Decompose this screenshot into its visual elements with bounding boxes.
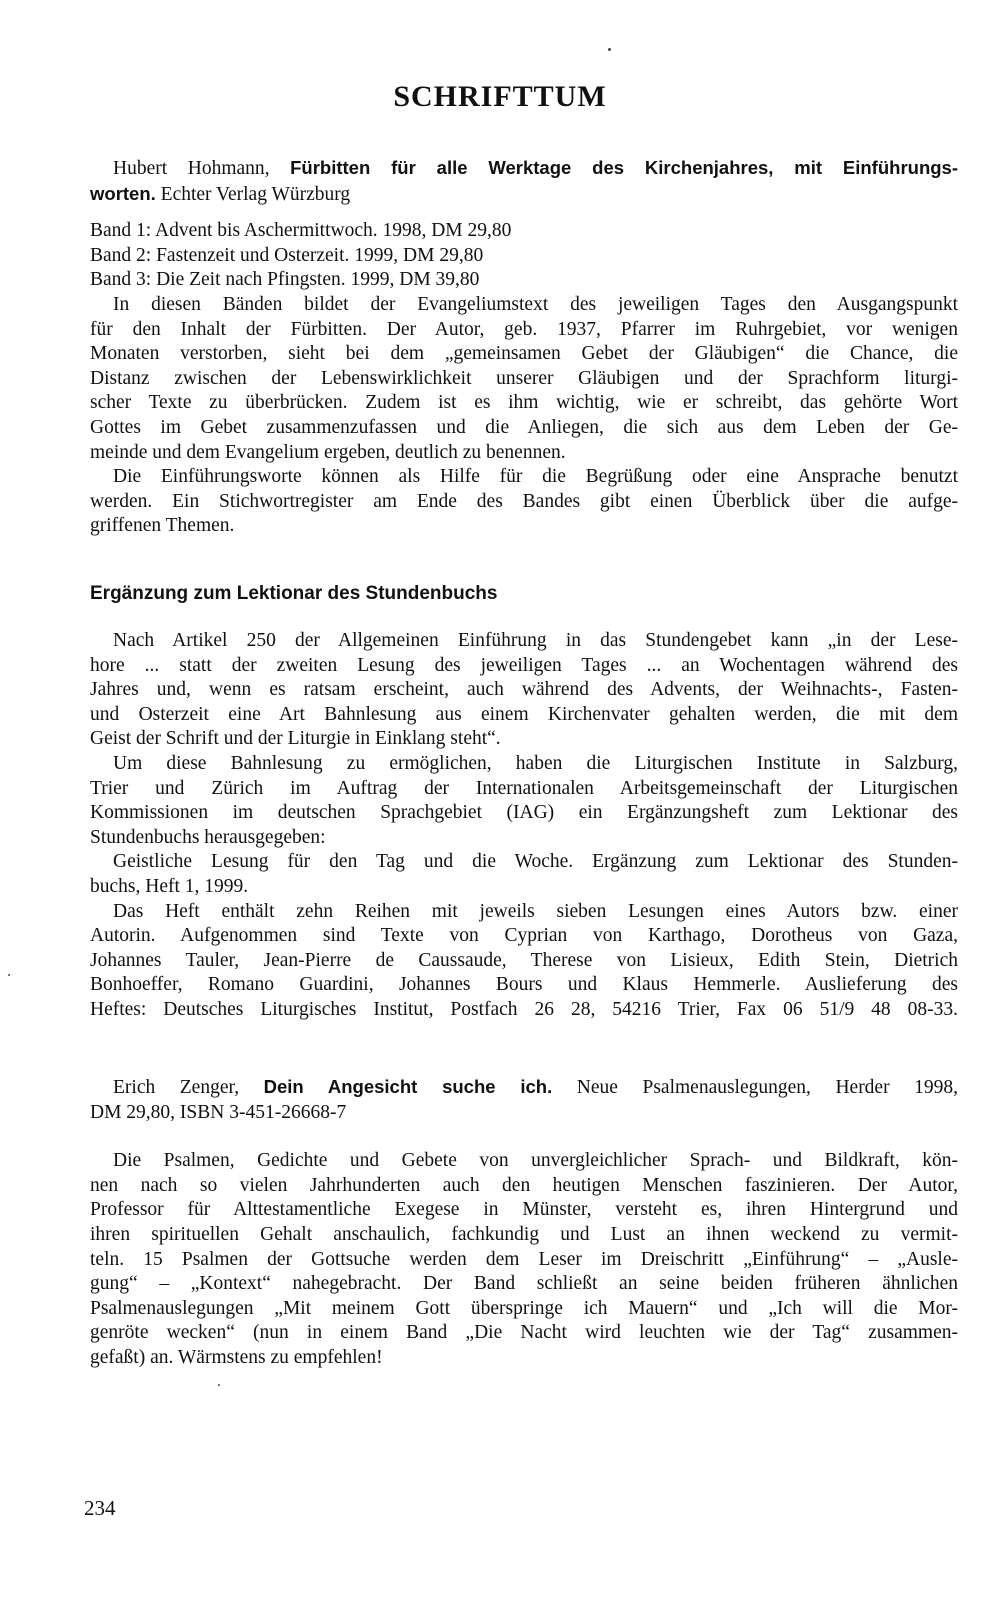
body-line: Die Einführungsworte können als Hilfe für die Begrüßung oder eine Ansprache benutzt: [113, 466, 958, 488]
body-line: genröte wecken“ (nun in einem Band „Die Nacht wird leuchten wie der Tag“ zusammen-: [90, 1322, 958, 1344]
citation-line-2: [90, 182, 958, 208]
book-title: Dein Angesicht suche ich.: [263, 1076, 553, 1097]
body-line: Stundenbuchs herausgegeben:: [90, 826, 326, 848]
body-line: Jahres und, wenn es ratsam erscheint, auch während des Advents, der Weihnachts-, Fasten-: [90, 679, 958, 701]
body-line: Das Heft enthält zehn Reihen mit jeweils sieben Lesungen eines Autors bzw. einer: [113, 900, 958, 922]
body-line: Kommissionen im deutschen Sprachgebiet (IAG) ein Ergänzungsheft zum Lektionar des: [90, 802, 958, 824]
body-line: Heftes: Deutsches Liturgisches Institut, Postfach 26 28, 54216 Trier, Fax 06 51/9 48 08-33.: [90, 998, 958, 1020]
body-line: nen nach so vielen Jahrhunderten auch den heutigen Menschen faszinieren. Der Autor,: [90, 1174, 958, 1196]
body-line: Trier und Zürich im Auftrag der Internationalen Arbeitsgemeinschaft der Liturgischen: [90, 777, 958, 799]
volume-1: Band 1: Advent bis Aschermittwoch. 1998, DM 29,80: [90, 220, 512, 242]
body-line: teln. 15 Psalmen der Gottsuche werden dem Leser im Dreischritt „Einführung“ – „Ausle-: [90, 1248, 958, 1270]
volume-2: Band 2: Fastenzeit und Osterzeit. 1999, DM 29,80: [90, 244, 484, 266]
body-line: hore ... statt der zweiten Lesung des jeweiligen Tages ... an Wochentagen während des: [90, 654, 958, 676]
section-title: Ergänzung zum Lektionar des Stundenbuchs: [90, 583, 498, 604]
body-line: und Osterzeit eine Art Bahnlesung aus einem Kirchenvater gehalten werden, die mit dem: [90, 703, 958, 725]
body-line: meinde und dem Evangelium ergeben, deutlich zu benennen.: [90, 441, 566, 463]
body-line: Professor für Alttestamentliche Exegese in Münster, versteht es, ihren Hintergrund und: [90, 1199, 958, 1221]
page-heading: SCHRIFTTUM: [393, 80, 607, 113]
body-line: Nach Artikel 250 der Allgemeinen Einführung in das Stundengebet kann „in der Lese-: [113, 630, 958, 651]
review-hohmann: [90, 156, 958, 539]
body-line: Gottes im Gebet zusammenzufassen und die Anliegen, die sich aus dem Leben der Ge-: [90, 416, 958, 438]
body-line: Johannes Tauler, Jean-Pierre de Caussaude, Therese von Lisieux, Edith Stein, Dietrich: [90, 949, 958, 971]
body-line: für den Inhalt der Fürbitten. Der Autor, geb. 1937, Pfarrer im Ruhrgebiet, vor wenigen: [90, 318, 958, 340]
citation-line-1: [90, 1075, 958, 1101]
speck: [608, 48, 611, 51]
body-line: Bonhoeffer, Romano Guardini, Johannes Bours und Klaus Hemmerle. Auslieferung des: [90, 974, 958, 996]
body-line: buchs, Heft 1, 1999.: [90, 875, 249, 897]
body-line: Autorin. Aufgenommen sind Texte von Cyprian von Karthago, Dorotheus von Gaza,: [90, 925, 958, 947]
body-line: gefaßt) an. Wärmstens zu empfehlen!: [90, 1346, 383, 1368]
body-line: gung“ – „Kontext“ nahegebracht. Der Band schließt an seine beiden früheren ähnlichen: [90, 1273, 958, 1295]
volume-3: Band 3: Die Zeit nach Pfingsten. 1999, DM 39,80: [90, 269, 480, 291]
body-line: Die Psalmen, Gedichte und Gebete von unvergleichlicher Sprach- und Bildkraft, kön-: [113, 1150, 958, 1172]
body-line: scher Texte zu überbrücken. Zudem ist es ihm wichtig, wie er schreibt, das gehörte Wort: [90, 392, 958, 414]
body-line: Geist der Schrift und der Liturgie in Einklang steht“.: [90, 728, 501, 750]
body-line: Psalmenauslegungen „Mit meinem Gott überspringe ich Mauern“ und „Ich will die Mor-: [90, 1297, 958, 1319]
body-line: In diesen Bänden bildet der Evangeliumstext des jeweiligen Tages den Ausgangspunkt: [113, 293, 958, 315]
publisher: Echter Verlag Würzburg: [160, 183, 351, 205]
body-line: werden. Ein Stichwortregister am Ende des Bandes gibt einen Überblick über die aufge-: [90, 490, 958, 512]
body-line: Geistliche Lesung für den Tag und die Woche. Ergänzung zum Lektionar des Stunden-: [113, 851, 958, 873]
publication-info: Neue Psalmenauslegungen, Herder 1998,: [576, 1077, 959, 1098]
book-title-cont: worten.: [90, 182, 156, 204]
author: Hubert Hohmann,: [113, 158, 270, 179]
review-zenger: [90, 1075, 958, 1371]
body-line: ihren spirituellen Gehalt anschaulich, fachkundig und Lust an ihnen weckend zu vermit-: [90, 1223, 958, 1245]
book-title: Fürbitten für alle Werktage des Kirchenjahres, mit Einführungs-: [290, 157, 958, 178]
citation-line-1: [90, 156, 958, 182]
body-line: Um diese Bahnlesung zu ermöglichen, haben die Liturgischen Institute in Salzburg,: [113, 752, 958, 774]
body-line: Monaten verstorben, sieht bei dem „gemeinsamen Gebet der Gläubigen“ die Chance, die: [90, 343, 958, 365]
speck: [8, 974, 10, 976]
citation-line-2: DM 29,80, ISBN 3-451-26668-7: [90, 1101, 347, 1123]
speck: [218, 1384, 220, 1386]
page-number: 234: [84, 1496, 116, 1520]
body-line: griffenen Themen.: [90, 515, 235, 537]
body-line: Distanz zwischen der Lebenswirklichkeit unserer Gläubigen und der Sprachform liturgi-: [90, 367, 958, 389]
author: Erich Zenger,: [113, 1077, 240, 1098]
section-lektionar: [90, 629, 958, 1023]
